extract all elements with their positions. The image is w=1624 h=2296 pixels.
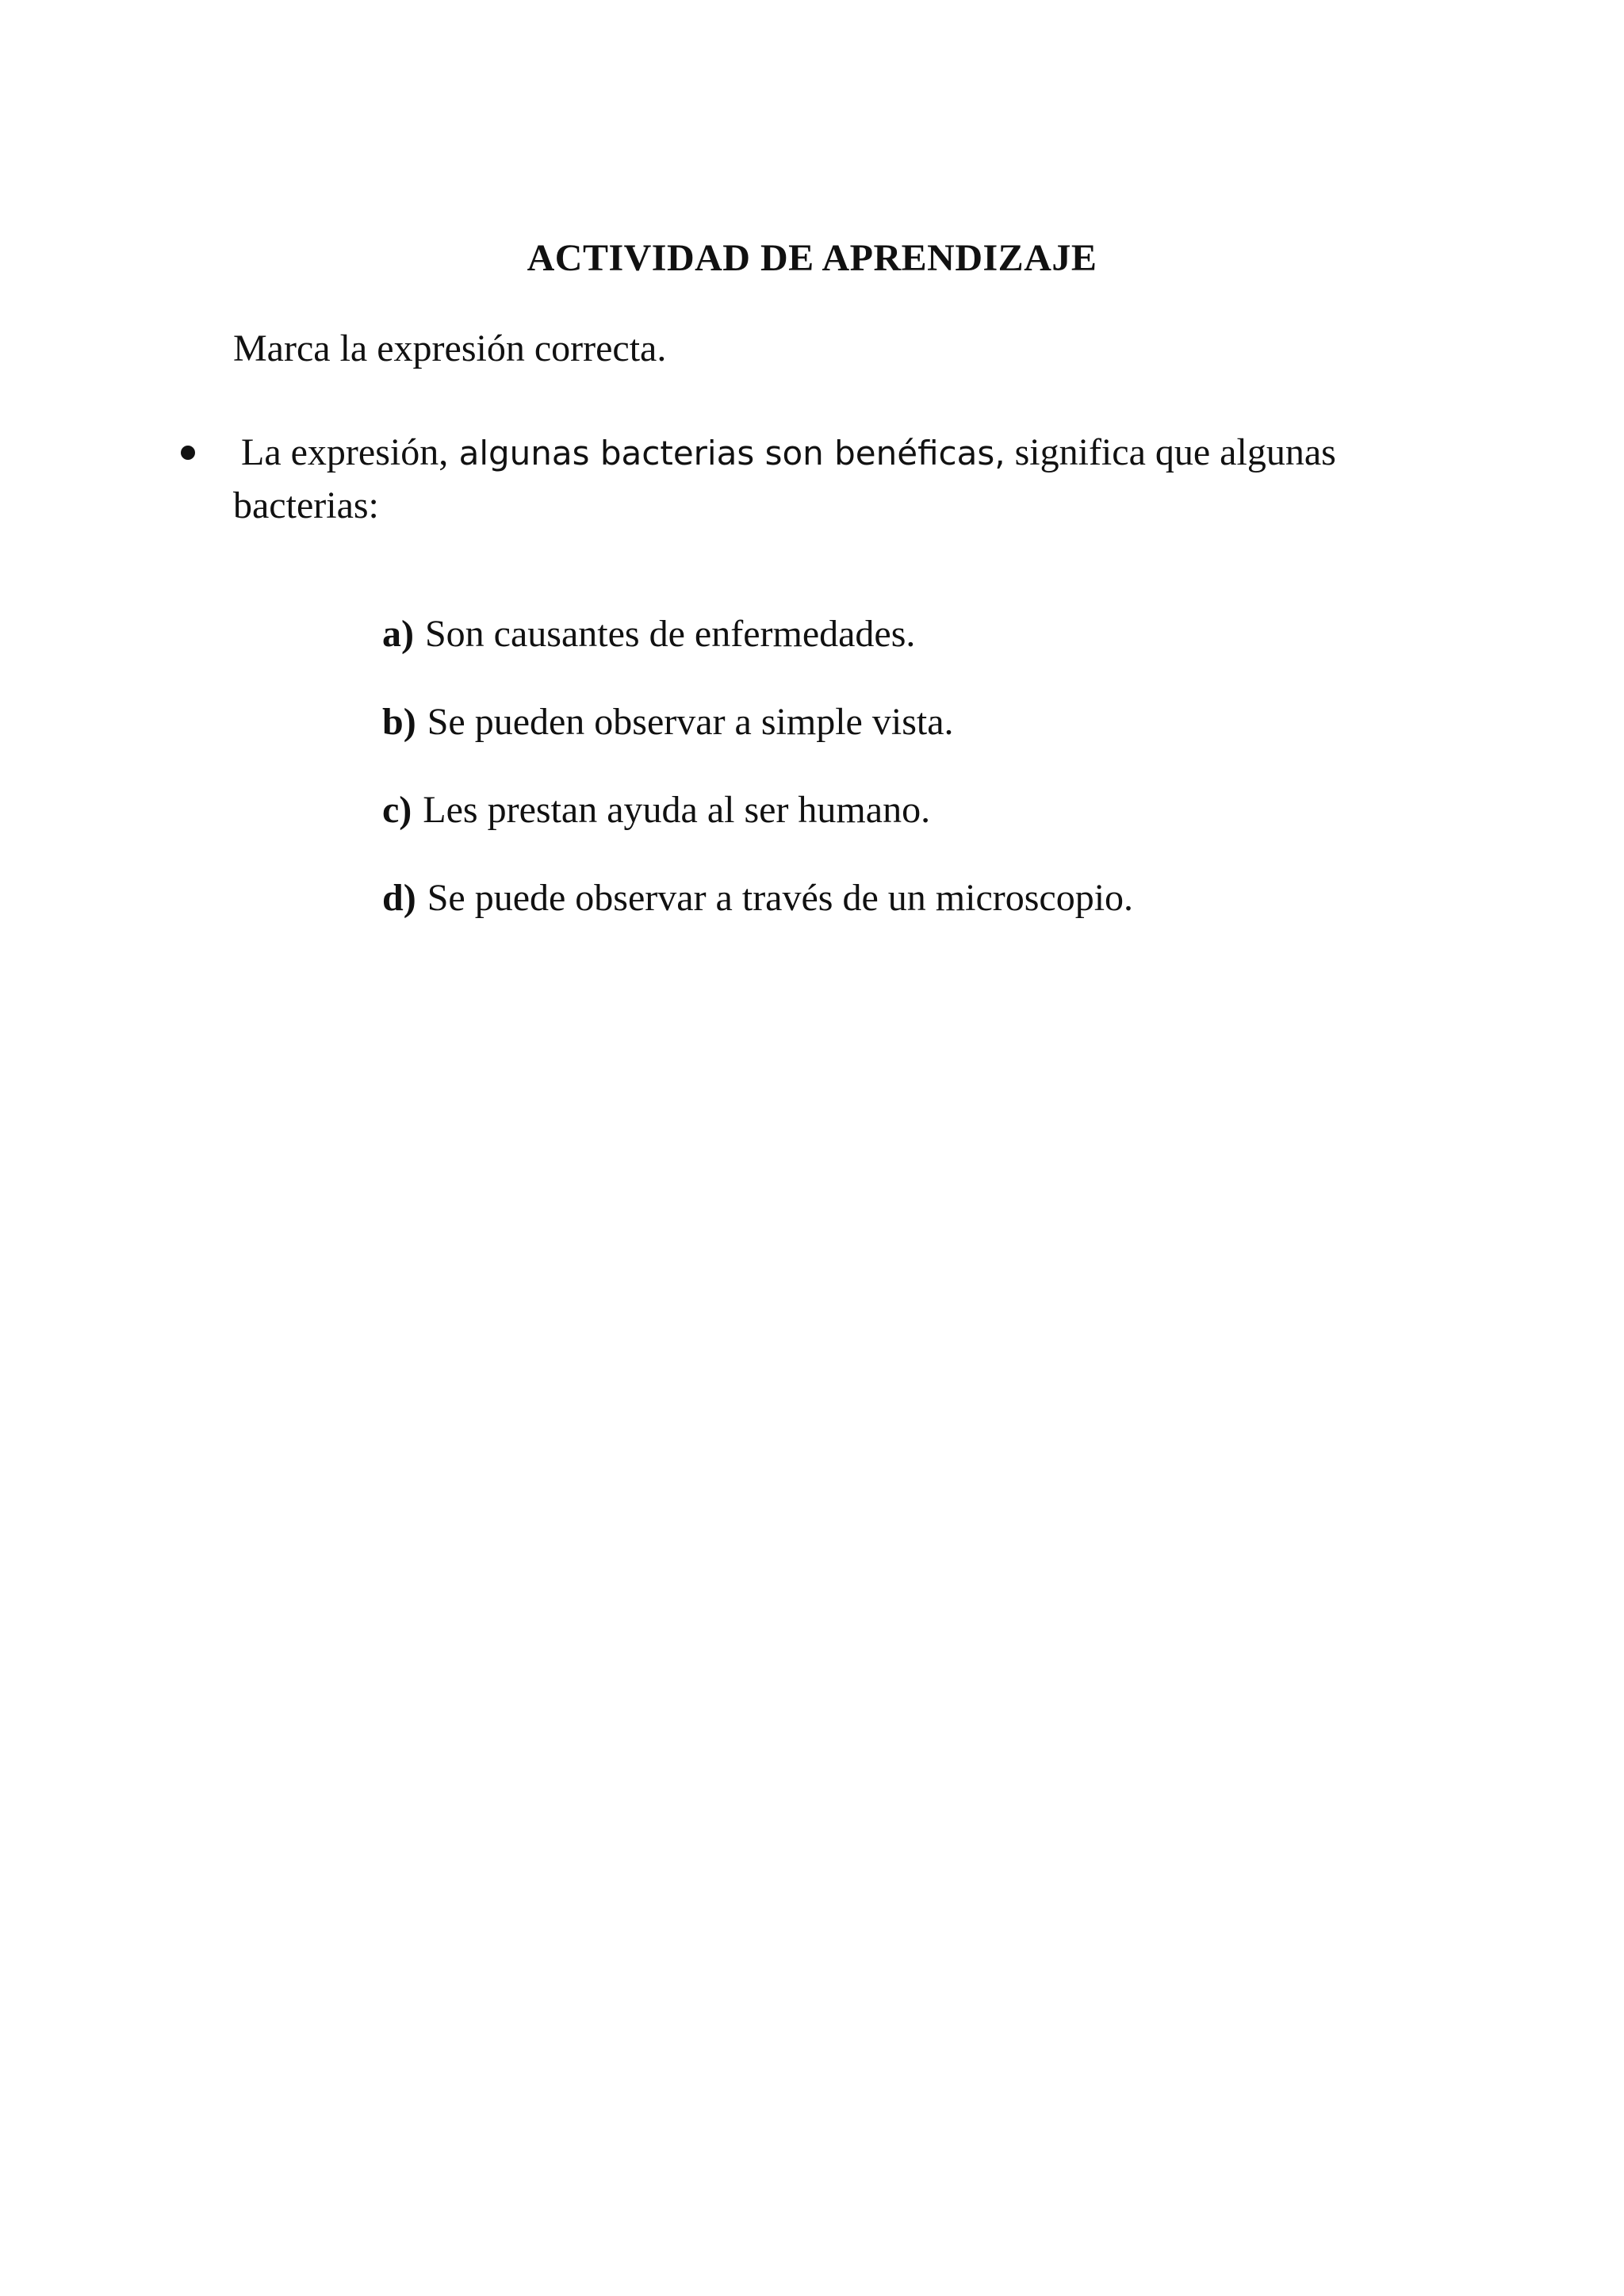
option-c[interactable] (382, 786, 1133, 834)
option-letter: c) (382, 789, 412, 831)
question-text (233, 427, 1348, 532)
option-d[interactable] (382, 874, 1133, 922)
question-item (174, 427, 1348, 532)
option-b[interactable] (382, 698, 1133, 746)
option-text: Se pueden observar a simple vista. (427, 701, 954, 743)
question-quote: algunas bacterias son benéficas, (448, 434, 1005, 473)
question-prefix: La expresión, (241, 431, 449, 473)
option-a[interactable] (382, 610, 1133, 658)
option-text: Son causantes de enfermedades. (424, 613, 916, 655)
answer-options (382, 610, 1133, 962)
option-letter: d) (382, 877, 416, 919)
bullet-icon (181, 446, 195, 460)
option-text: Se puede observar a través de un microscopio. (427, 877, 1134, 919)
page-title: ACTIVIDAD DE APRENDIZAJE (527, 237, 1097, 279)
question-suffix: significa que algunas bacterias: (233, 431, 1336, 526)
option-letter: a) (382, 613, 414, 655)
option-text: Les prestan ayuda al ser humano. (423, 789, 931, 831)
option-letter: b) (382, 701, 416, 743)
instruction-text: Marca la expresión correcta. (233, 327, 667, 369)
